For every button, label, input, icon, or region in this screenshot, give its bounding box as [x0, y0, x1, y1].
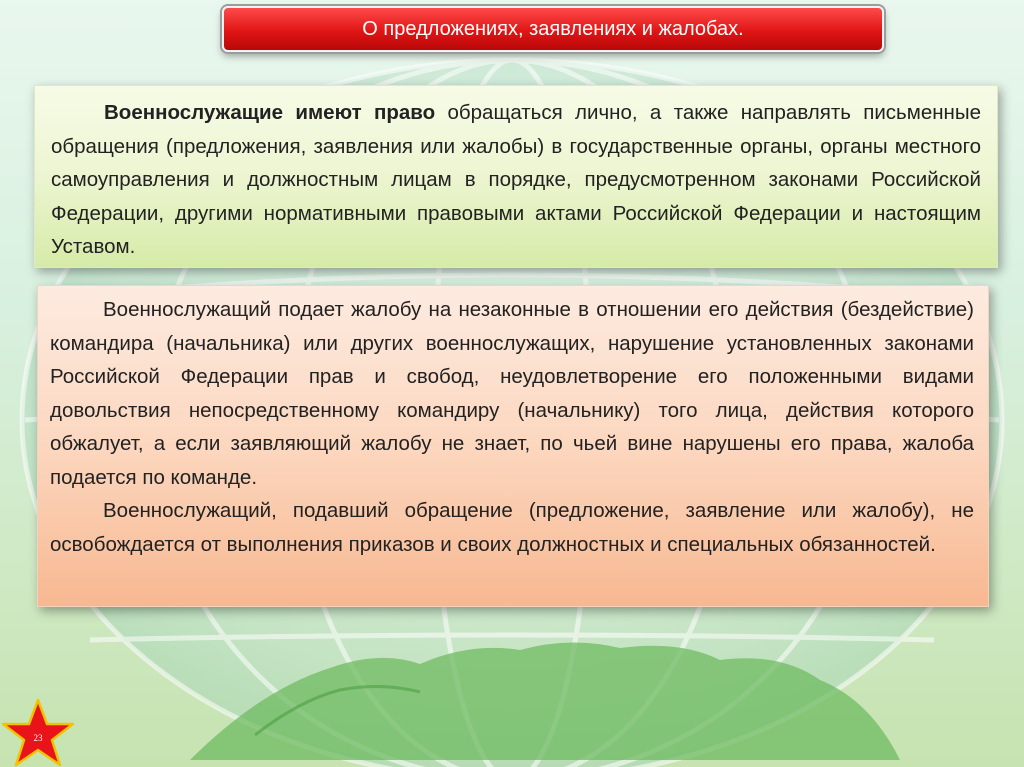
red-star-icon — [0, 697, 76, 767]
page-number: 23 — [33, 733, 43, 743]
complaint-paragraph-2: Военнослужащий, подавший обращение (предложение, заявление или жалобу), не освобождается от выполнения приказов и своих должностных и специальных обязанностей. — [50, 499, 974, 556]
rights-panel — [34, 85, 998, 268]
slide-title-text: О предложениях, заявлениях и жалобах. — [362, 17, 744, 40]
complaint-paragraph-1: Военнослужащий подает жалобу на незаконные в отношении его действия (бездействие) командира (начальника) или других военнослужащих, нарушение установленных законами Российской Федерации прав и свобод, неудовлетворение его положенными видами довольствия непосредственному командиру (начальнику) того лица, действия которого обжалует, а если заявляющий жалобу не знает, по чьей вине нарушены его права, жалоба подается по команде. — [50, 298, 974, 489]
rights-paragraph — [51, 96, 981, 264]
rights-text: обращаться лично, а также направлять письменные обращения (предложения, заявления или жалобы) в государственные органы, органы местного самоуправления и должностным лицам в порядке, предусмотренном законами Российской Федерации, другими нормативными правовыми актами Российской Федерации и настоящим Уставом. — [51, 101, 982, 258]
rights-bold-lead: Военнослужащие имеют право — [104, 101, 436, 124]
slide-title — [222, 6, 884, 52]
complaint-panel — [37, 285, 989, 607]
